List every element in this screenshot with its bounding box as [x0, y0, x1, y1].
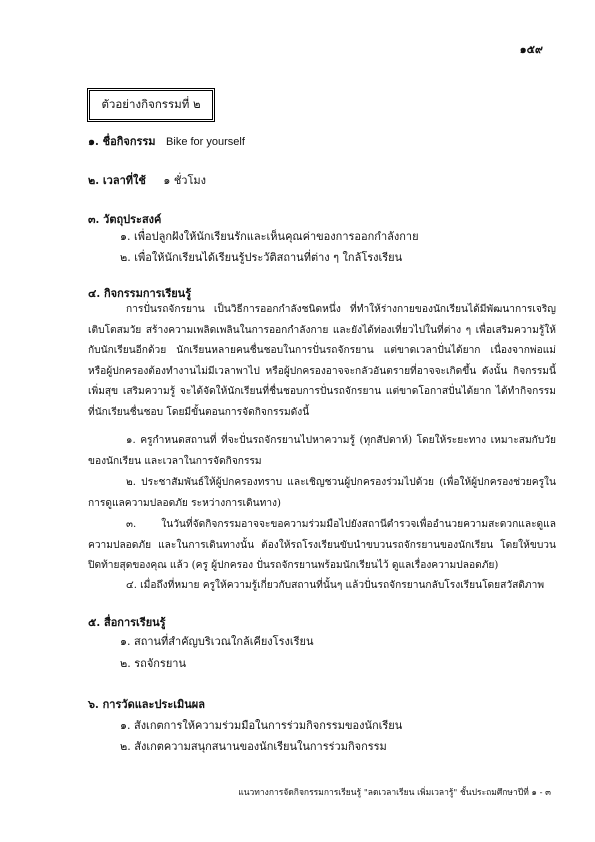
activity-step: ๓. ในวันที่จัดกิจกรรมอาจจะขอความร่วมมือไปยังสถานีตำรวจเพื่ออำนวยความสะดวกและดูแลความปลอดภัย และในการเดินทางนั้น ต้องให้รถโรงเรียนขับนำขบวนรถจักรยานของนักเรียน โดยให้ขบวนปิดท้ายสุดของคุณ แล้ว (ครู ผู้ปกครอง ปั่นรถจักรยานพร้อมนักเรียนไว้ ดูแลเรื่องความปลอดภัย)	[88, 519, 556, 572]
page-footer: แนวทางการจัดกิจกรรมการเรียนรู้ "ลดเวลาเรียน เพิ่มเวลารู้" ชั้นประถมศึกษาปีที่ ๑ - ๓	[238, 788, 551, 798]
activity-step: ๒. ประชาสัมพันธ์ให้ผู้ปกครองทราบ และเชิญชวนผู้ปกครองร่วมไปด้วย (เพื่อให้ผู้ปกครองช่วยครูในการดูแลความปลอดภัย ระหว่างการเดินทาง)	[88, 477, 556, 509]
section-learning-materials: ๕. สื่อการเรียนรู้	[88, 616, 166, 629]
section-activity-name	[88, 133, 245, 151]
material-item: ๒. รถจักรยาน	[120, 657, 186, 670]
section-duration	[88, 172, 206, 189]
activity-step: ๑. ครูกำหนดสถานที่ ที่จะปั่นรถจักรยานไปหาความรู้ (ทุกสัปดาห์) โดยให้ระยะทาง เหมาะสมกับวัยของนักเรียน และเวลาในการจัดกิจกรรม	[88, 435, 556, 467]
activity-title-box	[87, 88, 215, 122]
objective-item: ๒. เพื่อให้นักเรียนได้เรียนรู้ประวัติสถานที่ต่าง ๆ ใกล้โรงเรียน	[120, 251, 403, 264]
section-objectives: ๓. วัตถุประสงค์	[88, 213, 162, 226]
material-item: ๑. สถานที่สำคัญบริเวณใกล้เคียงโรงเรียน	[120, 635, 314, 648]
section-label: ๒. เวลาที่ใช้	[88, 174, 146, 187]
evaluation-item: ๑. สังเกตการให้ความร่วมมือในการร่วมกิจกรรมของนักเรียน	[120, 719, 403, 732]
section-label: ๑. ชื่อกิจกรรม	[88, 135, 156, 148]
evaluation-item: ๒. สังเกตความสนุกสนานของนักเรียนในการร่วมกิจกรรม	[120, 740, 387, 753]
activity-name-value: Bike for yourself	[166, 136, 245, 148]
activity-title: ตัวอย่างกิจกรรมที่ ๒	[101, 97, 201, 111]
page-number: ๑๕๙	[519, 43, 543, 56]
section-learning-activities: ๔. กิจกรรมการเรียนรู้	[88, 287, 192, 300]
activities-intro-paragraph: การปั่นรถจักรยาน เป็นวิธีการออกกำลังชนิดหนึ่ง ที่ทำให้ร่างกายของนักเรียนได้มีพัฒนาการเจริญเติบโตสมวัย สร้างความเพลิดเพลินในการออกกำลังกาย และยังได้ท่องเที่ยวไปในที่ต่าง ๆ เพื่อเสริมความรู้ให้กับนักเรียนอีกด้วย นักเรียนหลายคนชื่นชอบในการปั่นรถจักรยาน แต่ขาดเวลาปั่นได้ยาก เนื่องจากพ่อแม่ หรือผู้ปกครองต้องทำงานไม่มีเวลาพาไป หรือผู้ปกครองอาจจะกลัวอันตรายที่อาจจะเกิดขึ้น ดังนั้น กิจกรรมนี้เพิ่มสุข เสริมความรู้ จะได้จัดให้นักเรียนที่ชื่นชอบการปั่นรถจักรยาน แต่ขาดโอกาสปั่นได้ยาก ได้ทำกิจกรรมที่นักเรียนชื่นชอบ โดยมีขั้นตอนการจัดกิจกรรมดังนี้	[88, 304, 556, 418]
objective-item: ๑. เพื่อปลูกฝังให้นักเรียนรักและเห็นคุณค่าของการออกกำลังกาย	[120, 230, 419, 243]
section-evaluation: ๖. การวัดและประเมินผล	[88, 698, 205, 711]
duration-value: ๑ ชั่วโมง	[163, 174, 206, 187]
activity-step: ๔. เมื่อถึงที่หมาย ครูให้ความรู้เกี่ยวกับสถานที่นั้นๆ แล้วปั่นรถจักรยานกลับโรงเรียนโดยสวัสดิภาพ	[126, 580, 545, 591]
